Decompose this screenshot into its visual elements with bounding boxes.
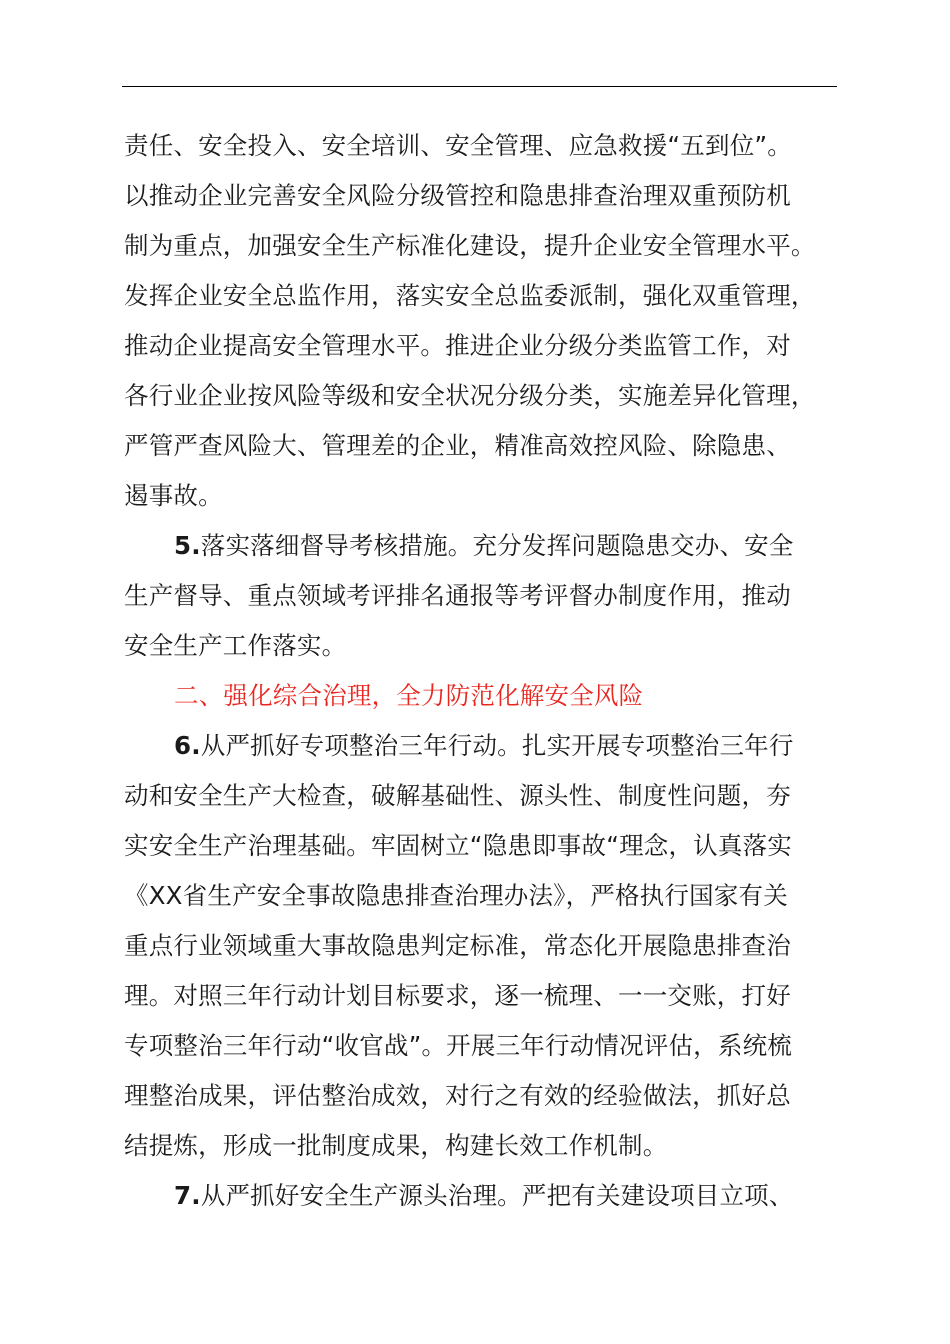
section-heading: 二、强化综合治理，全力防范化解安全风险: [174, 681, 644, 710]
body-line: 安全生产工作落实。: [124, 631, 347, 660]
body-line: 实安全生产治理基础。牢固树立“隐患即事故“理念，认真落实: [124, 831, 792, 860]
item-number: 5.: [174, 531, 201, 560]
body-line: 以推动企业完善安全风险分级管控和隐患排查治理双重预防机: [124, 181, 791, 210]
body-line: 责任、安全投入、安全培训、安全管理、应急救援“五到位”。: [124, 131, 792, 160]
paragraph-7-first-line: [174, 1181, 794, 1211]
body-line: 严管严查风险大、管理差的企业，精准高效控风险、除隐患、: [124, 431, 791, 460]
body-line: 理整治成果，评估整治成效，对行之有效的经验做法，抓好总: [124, 1081, 791, 1110]
body-line: 遏事故。: [124, 481, 223, 510]
paragraph-5-first-line: [174, 531, 794, 561]
item-text: 从严抓好安全生产源头治理。严把有关建设项目立项、: [200, 1181, 794, 1210]
item-number: 7.: [174, 1181, 201, 1210]
body-line: 动和安全生产大检查，破解基础性、源头性、制度性问题，夯: [124, 781, 791, 810]
body-line: 各行业企业按风险等级和安全状况分级分类，实施差异化管理，: [124, 381, 816, 410]
body-line: 生产督导、重点领域考评排名通报等考评督办制度作用，推动: [124, 581, 791, 610]
header-rule: [122, 86, 837, 87]
body-line: 理。对照三年行动计划目标要求，逐一梳理、一一交账，打好: [124, 981, 791, 1010]
body-line: 结提炼，形成一批制度成果，构建长效工作机制。: [124, 1131, 668, 1160]
body-line: 《XX省生产安全事故隐患排查治理办法》，严格执行国家有关: [124, 881, 788, 910]
body-line: 发挥企业安全总监作用，落实安全总监委派制，强化双重管理，: [124, 281, 816, 310]
paragraph-6-first-line: [174, 731, 794, 761]
body-line: 制为重点，加强安全生产标准化建设，提升企业安全管理水平。: [124, 231, 816, 260]
body-line: 重点行业领域重大事故隐患判定标准，常态化开展隐患排查治: [124, 931, 791, 960]
item-text: 从严抓好专项整治三年行动。扎实开展专项整治三年行: [200, 731, 794, 760]
body-line: 专项整治三年行动“收官战”。开展三年行动情况评估，系统梳: [124, 1031, 792, 1060]
item-number: 6.: [174, 731, 201, 760]
body-line: 推动企业提高安全管理水平。推进企业分级分类监管工作，对: [124, 331, 791, 360]
item-text: 落实落细督导考核措施。充分发挥问题隐患交办、安全: [200, 531, 794, 560]
